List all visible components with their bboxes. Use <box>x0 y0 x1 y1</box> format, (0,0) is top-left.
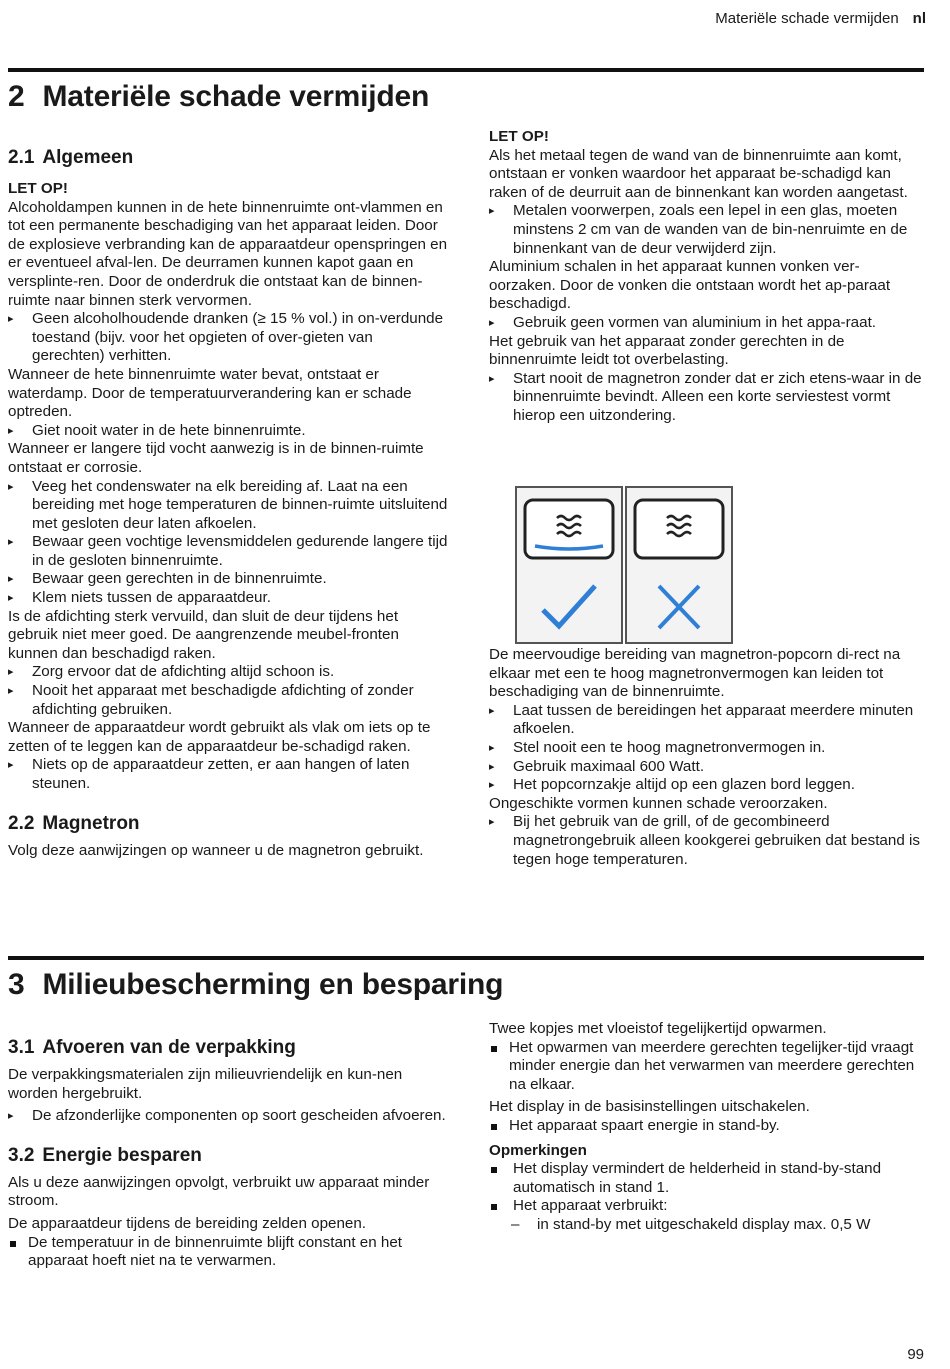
sub-list <box>489 1216 924 1235</box>
chapter-title-text: Milieubescherming en besparing <box>42 968 504 1001</box>
paragraph: Het gebruik van het apparaat zonder gerechten in de binnenruimte leidt tot overbelasting. <box>489 332 845 369</box>
chapter3-right-column <box>489 1020 924 1235</box>
notes-heading: Opmerkingen <box>489 1141 587 1159</box>
chapter-rule <box>8 68 924 72</box>
list-item: ▸ Bewaar geen gerechten in de binnenruimte. <box>8 570 448 589</box>
list-item: ▸ De afzonderlijke componenten op soort gescheiden afvoeren. <box>8 1107 448 1126</box>
section-number: 2.2 <box>8 812 35 834</box>
chapter-number: 2 <box>8 80 25 113</box>
paragraph: De apparaatdeur tijdens de bereiding zelden openen. <box>8 1214 367 1232</box>
figure-panel-correct <box>515 486 623 644</box>
section-heading <box>8 146 448 170</box>
section-number: 2.1 <box>8 147 35 168</box>
list-item: ▸ Nooit het apparaat met beschadigde afdichting of zonder afdichting gebruiken. <box>8 682 448 719</box>
chapter3-left-column <box>8 1036 448 1271</box>
header-title: Materiële schade vermijden <box>715 10 899 27</box>
section-number: 3.1 <box>8 1037 35 1058</box>
list-item: ▸ Geen alcoholhoudende dranken (≥ 15 % vol.) in on-verdunde toestand (bijv. voor het opgieten of over-gieten van gerechten) verhitten. <box>8 310 448 366</box>
bullet-list <box>489 314 924 333</box>
section-heading <box>8 812 448 836</box>
list-item: ▸ Veeg het condenswater na elk bereiding af. Laat na een bereiding met hoge temperaturen de binnen-ruimte uitsluitend met gesloten deur laten afkoelen. <box>8 478 448 534</box>
list-item: Het opwarmen van meerdere gerechten tegelijker-tijd vraagt minder energie dan het verwarmen van meerdere gerechten na elkaar. <box>489 1039 924 1095</box>
chapter2-left-column <box>8 146 448 860</box>
bullet-list <box>8 663 448 719</box>
bullet-list <box>489 370 924 426</box>
paragraph: Als het metaal tegen de wand van de binnenruimte aan komt, ontstaan er vonken waardoor het apparaat be-schadigd kan raken of de deurruit aan de binnenkant kan worden aangetast. <box>489 146 908 201</box>
section-title: Algemeen <box>42 147 134 168</box>
chapter2-right-column <box>489 128 924 426</box>
list-item: ▸ Bewaar geen vochtige levensmiddelen gedurende langere tijd in de gesloten binnenruimte. <box>8 533 448 570</box>
bullet-list <box>8 1107 448 1126</box>
paragraph: Als u deze aanwijzingen opvolgt, verbruikt uw apparaat minder stroom. <box>8 1173 430 1210</box>
paragraph: Volg deze aanwijzingen op wanneer u de magnetron gebruikt. <box>8 841 424 859</box>
paragraph: Is de afdichting sterk vervuild, dan sluit de deur tijdens het gebruik niet meer goed. De aangrenzende meubel-fronten kunnen dan beschadigd raken. <box>8 607 399 662</box>
list-item: – in stand-by met uitgeschakeld display max. 0,5 W <box>489 1216 924 1235</box>
bullet-list <box>8 422 448 441</box>
list-item: ▸ Bij het gebruik van de grill, of de gecombineerd magnetrongebruik alleen kookgerei gebruiken dat bestand is tegen hoge temperaturen. <box>489 813 924 869</box>
section-heading <box>8 1144 448 1168</box>
paragraph: Alcoholdampen kunnen in de hete binnenruimte ont-vlammen en tot een permanente beschadiging van het apparaat leiden. Door de explosieve verbranding kan de apparaatdeur openspringen en er eventueel afval-len. De deurramen kunnen kapot gaan en versplinte-ren. Door de onderdruk die ontstaat kan de binnen-ruimte naar binnen sterk vervormen. <box>8 198 448 309</box>
bullet-list <box>8 310 448 366</box>
list-item: ▸ Klem niets tussen de apparaatdeur. <box>8 589 448 608</box>
cross-icon <box>653 582 705 632</box>
check-icon <box>537 580 601 634</box>
section-title: Energie besparen <box>42 1144 202 1166</box>
bullet-list <box>489 702 924 795</box>
list-item: ▸ Start nooit de magnetron zonder dat er zich etens-waar in de binnenruimte bevindt. Alleen een korte serviestest vormt hierop een uitzondering. <box>489 370 924 426</box>
chapter-number: 3 <box>8 968 25 1001</box>
section-heading <box>8 1036 448 1060</box>
paragraph: De verpakkingsmaterialen zijn milieuvriendelijk en kun-nen worden hergebruikt. <box>8 1066 403 1102</box>
list-item: ▸ Het popcornzakje altijd op een glazen bord leggen. <box>489 776 924 795</box>
caution-label: LET OP! <box>489 128 549 145</box>
list-item: Het apparaat verbruikt: <box>489 1197 924 1216</box>
paragraph: Twee kopjes met vloeistof tegelijkertijd opwarmen. <box>489 1020 827 1037</box>
chapter-rule <box>8 956 924 960</box>
running-header <box>715 10 926 27</box>
list-item: ▸ Niets op de apparaatdeur zetten, er aan hangen of laten steunen. <box>8 756 448 793</box>
list-item: ▸ Metalen voorwerpen, zoals een lepel in een glas, moeten minstens 2 cm van de wanden van de bin-nenruimte en de binnenkant van de deur verwijderd zijn. <box>489 202 924 258</box>
paragraph: Ongeschikte vormen kunnen schade veroorzaken. <box>489 794 828 812</box>
list-item: ▸ Stel nooit een te hoog magnetronvermogen in. <box>489 739 924 758</box>
chapter-title <box>8 968 503 1002</box>
result-list <box>489 1117 924 1136</box>
caution-label: LET OP! <box>8 180 68 197</box>
result-list <box>489 1039 924 1095</box>
paragraph: Wanneer de hete binnenruimte water bevat, ontstaat er waterdamp. Door de temperatuurverandering kan er schade optreden. <box>8 365 412 421</box>
page-number: 99 <box>907 1346 924 1363</box>
chapter2-right-column-lower <box>489 646 924 869</box>
paragraph: Aluminium schalen in het apparaat kunnen vonken ver-oorzaken. Door de vonken die ontstaan wordt het ap-paraat beschadigd. <box>489 258 891 313</box>
list-item: ▸ Zorg ervoor dat de afdichting altijd schoon is. <box>8 663 448 682</box>
microwave-figure <box>515 486 735 644</box>
bullet-list <box>489 202 924 258</box>
section-title: Magnetron <box>42 812 140 834</box>
list-item: ▸ Gebruik geen vormen van aluminium in het appa-raat. <box>489 314 924 333</box>
list-item: De temperatuur in de binnenruimte blijft constant en het apparaat hoeft niet na te verwarmen. <box>8 1234 448 1271</box>
bullet-list <box>8 478 448 608</box>
bullet-list <box>8 756 448 793</box>
paragraph: De meervoudige bereiding van magnetron-popcorn di-rect na elkaar met een te hoog magnetronvermogen kan leiden tot beschadiging van de binnenruimte. <box>489 646 901 701</box>
section-number: 3.2 <box>8 1144 35 1166</box>
paragraph: Wanneer de apparaatdeur wordt gebruikt als vlak om iets op te zetten of te leggen kan de apparaatdeur be-schadigd raken. <box>8 719 431 755</box>
paragraph: Wanneer er langere tijd vocht aanwezig is in de binnen-ruimte ontstaat er corrosie. <box>8 440 424 476</box>
bullet-list <box>489 813 924 869</box>
chapter-title <box>8 80 429 114</box>
list-item: ▸ Gebruik maximaal 600 Watt. <box>489 758 924 777</box>
list-item: Het display vermindert de helderheid in stand-by-stand automatisch in stand 1. <box>489 1160 924 1197</box>
list-item: ▸ Giet nooit water in de hete binnenruimte. <box>8 422 448 441</box>
list-item: Het apparaat spaart energie in stand-by. <box>489 1117 924 1136</box>
header-language: nl <box>912 10 926 27</box>
figure-panel-wrong <box>625 486 733 644</box>
section-title: Afvoeren van de verpakking <box>42 1037 296 1058</box>
chapter-title-text: Materiële schade vermijden <box>42 80 430 113</box>
list-item: ▸ Laat tussen de bereidingen het apparaat meerdere minuten afkoelen. <box>489 702 924 739</box>
paragraph: Het display in de basisinstellingen uitschakelen. <box>489 1098 810 1116</box>
result-list <box>8 1234 448 1271</box>
notes-list <box>489 1160 924 1216</box>
